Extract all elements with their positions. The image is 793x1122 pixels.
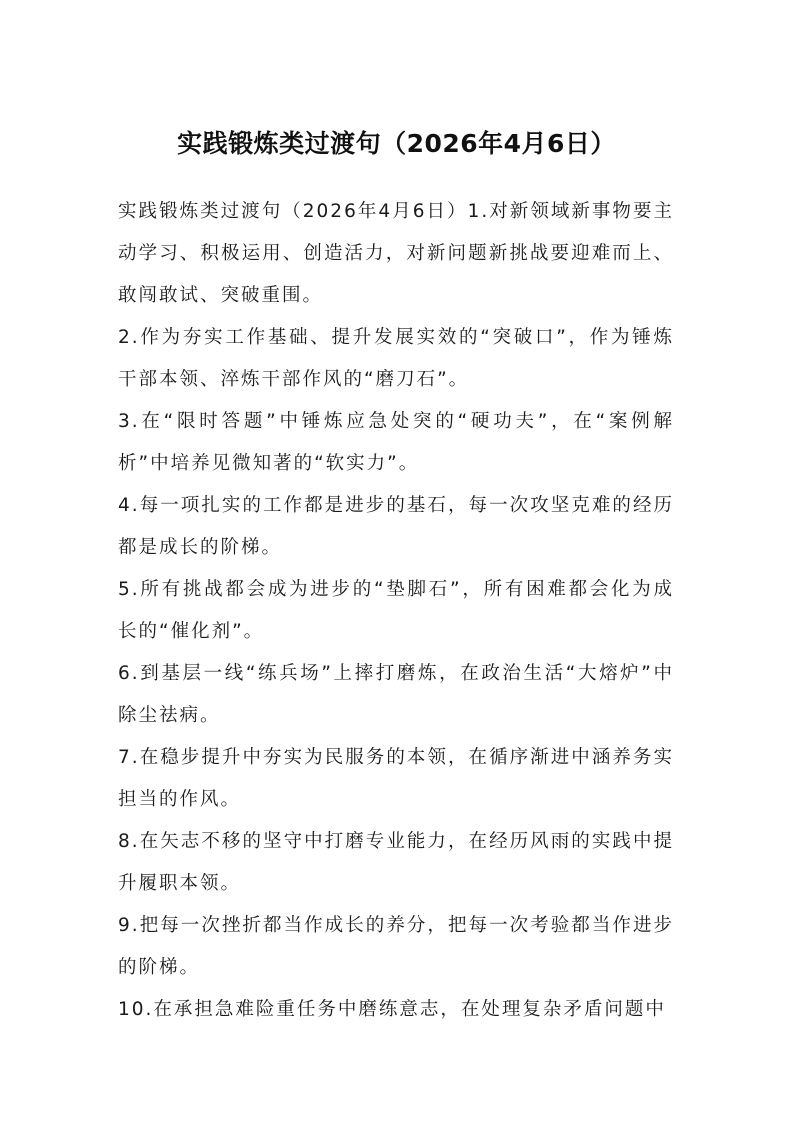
paragraph-1: 实践锻炼类过渡句（2026年4月6日）1.对新领域新事物要主动学习、积极运用、创造活力，对新问题新挑战要迎难而上、敢闯敢试、突破重围。 [118, 201, 674, 306]
paragraph-5: 5.所有挑战都会成为进步的“垫脚石”，所有困难都会化为成长的“催化剂”。 [118, 579, 674, 642]
paragraph-2: 2.作为夯实工作基础、提升发展实效的“突破口”，作为锤炼干部本领、淬炼干部作风的“磨刀石”。 [118, 327, 674, 390]
paragraph-7: 7.在稳步提升中夯实为民服务的本领，在循序渐进中涵养务实担当的作风。 [118, 747, 674, 810]
paragraph-4: 4.每一项扎实的工作都是进步的基石，每一次攻坚克难的经历都是成长的阶梯。 [118, 495, 674, 558]
paragraph-8: 8.在矢志不移的坚守中打磨专业能力，在经历风雨的实践中提升履职本领。 [118, 831, 674, 894]
document-title: 实践锻炼类过渡句（2026年4月6日） [177, 129, 616, 158]
paragraph-9: 9.把每一次挫折都当作成长的养分，把每一次考验都当作进步的阶梯。 [118, 915, 674, 978]
paragraph-10: 10.在承担急难险重任务中磨练意志，在处理复杂矛盾问题中 [118, 999, 666, 1020]
paragraph-6: 6.到基层一线“练兵场”上摔打磨炼，在政治生活“大熔炉”中除尘祛病。 [118, 663, 674, 726]
document-body [118, 191, 674, 1031]
paragraph-3: 3.在“限时答题”中锤炼应急处突的“硬功夫”，在“案例解析”中培养见微知著的“软实力”。 [118, 411, 674, 474]
